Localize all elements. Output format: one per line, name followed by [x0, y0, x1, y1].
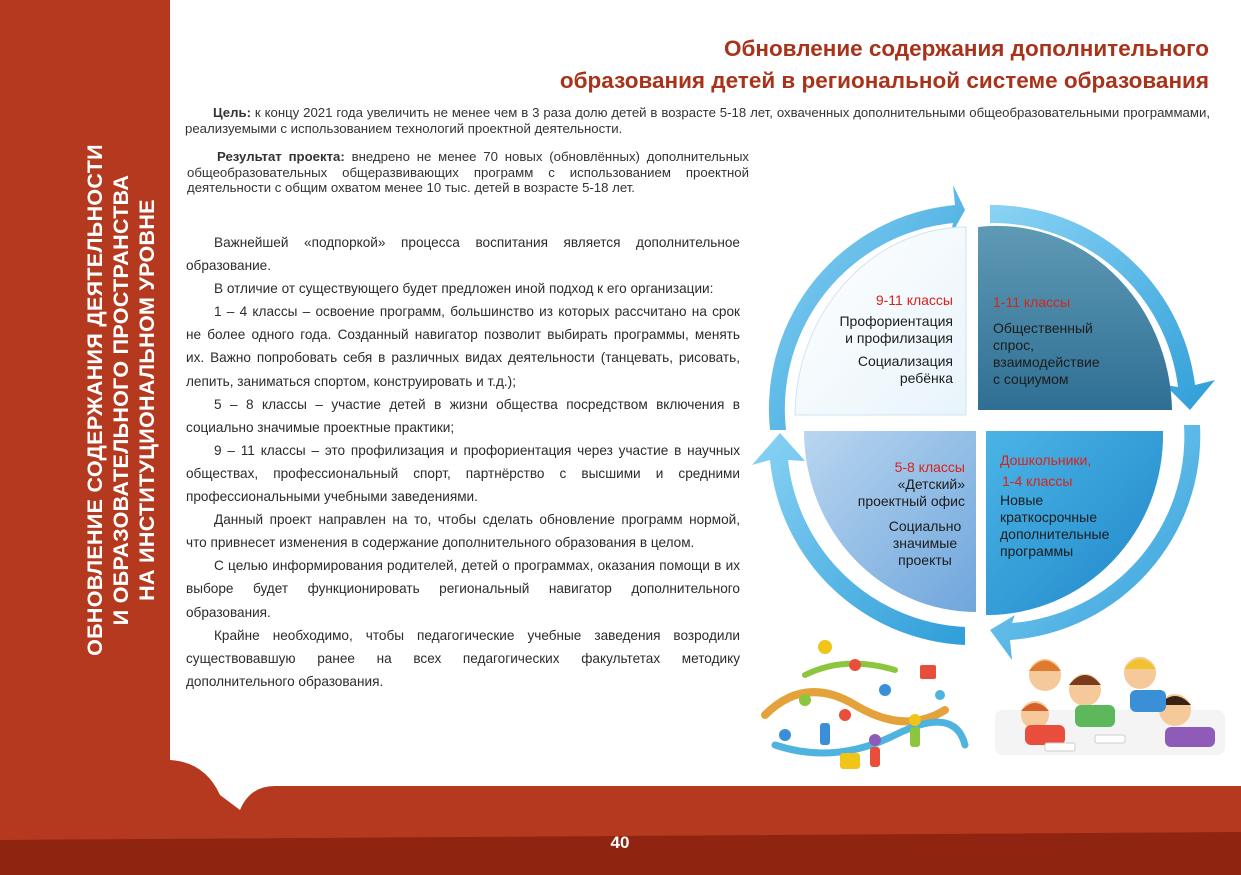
- sidebar-title-line: ОБНОВЛЕНИЕ СОДЕРЖАНИЯ ДЕЯТЕЛЬНОСТИ: [83, 144, 107, 656]
- result-label: Результат проекта:: [217, 149, 345, 164]
- sidebar-title: [82, 110, 162, 690]
- decorative-illustrations: [745, 635, 1235, 775]
- sidebar-title-line: И ОБРАЗОВАТЕЛЬНОГО ПРОСТРАНСТВА: [109, 174, 133, 626]
- quadrant-line: значимые: [892, 535, 958, 551]
- cycle-diagram: [750, 175, 1225, 670]
- title-line: образования детей в региональной системе образования: [559, 68, 1209, 93]
- body-text: [186, 231, 740, 693]
- quadrant-grade: 5-8 классы: [894, 459, 965, 475]
- quadrant-line: программы: [1000, 543, 1074, 559]
- quadrant-top-left-text: [810, 292, 953, 387]
- body-paragraph: 5 – 8 классы – участие детей в жизни общества посредством включения в социально значимые проектные практики;: [186, 396, 740, 435]
- quadrant-line: «Детский»: [897, 476, 965, 492]
- quadrant-line: и профилизация: [845, 330, 953, 346]
- quadrant-grade: 9-11 классы: [875, 292, 953, 308]
- quadrant-line: дополнительные: [1000, 526, 1110, 542]
- quadrant-line: Новые: [1000, 492, 1044, 508]
- goal-paragraph: [185, 105, 1210, 137]
- sidebar-title-line: НА ИНСТИТУЦИОНАЛЬНОМ УРОВНЕ: [135, 199, 159, 601]
- children-drawing-illustration: [995, 657, 1225, 755]
- quadrant-grade: 1-4 классы: [1002, 473, 1073, 489]
- body-paragraph: Крайне необходимо, чтобы педагогические учебные заведения возродили существовавшую ранее на всех педагогических факультетах методику дополнительного образования.: [186, 627, 740, 689]
- quadrant-line: краткосрочные: [1000, 509, 1098, 525]
- goal-text: к концу 2021 года увеличить не менее чем в 3 раза долю детей в возрасте 5-18 лет, охваченных дополнительными общеобразовательными программами, реализуемыми с использованием технологий проектной деятельности.: [185, 105, 1210, 136]
- body-paragraph: Важнейшей «подпоркой» процесса воспитания является дополнительное образование.: [186, 235, 740, 274]
- quadrant-line: проекты: [898, 552, 952, 568]
- quadrant-line: ребёнка: [899, 370, 953, 386]
- quadrant-bottom-right-text: [1000, 452, 1150, 560]
- cycle-graphic: [750, 175, 1225, 670]
- body-paragraph: Данный проект направлен на то, чтобы сделать обновление программ нормой, что привнесет изменения в содержание дополнительного образования в целом.: [186, 512, 740, 551]
- quadrant-top-right-text: [993, 294, 1143, 388]
- result-paragraph: [187, 149, 749, 196]
- people-network-illustration: [765, 640, 965, 769]
- quadrant-grade: 1-11 классы: [993, 294, 1071, 310]
- quadrant-line: взаимодействие: [993, 354, 1100, 370]
- body-paragraph: С целью информирования родителей, детей о программах, оказания помощи в их выборе будет функционировать региональный навигатор дополнительного образования.: [186, 558, 740, 620]
- quadrant-line: Социально: [888, 518, 962, 534]
- page-number: 40: [610, 833, 630, 852]
- page-title: [409, 33, 1209, 97]
- quadrant-line: спрос,: [993, 337, 1035, 353]
- body-paragraph: 1 – 4 классы – освоение программ, большинство из которых рассчитано на срок не более одного года. Созданный навигатор позволит выбирать программы, менять их. Важно попробовать себя в различных видах деятельности (танцевать, рисовать, лепить, заниматься спортом, конструировать и т.д.);: [186, 304, 740, 389]
- quadrant-line: Профориентация: [839, 313, 953, 329]
- quadrant-line: проектный офис: [857, 493, 965, 509]
- quadrant-grade: Дошкольники,: [1000, 452, 1092, 468]
- quadrant-line: Социализация: [857, 353, 953, 369]
- quadrant-bottom-left-text: [825, 459, 965, 569]
- body-paragraph: 9 – 11 классы – это профилизация и профориентация через участие в научных обществах, профессиональный спорт, партнёрство с высшими и средними профессиональными учебными заведениями.: [186, 442, 740, 505]
- goal-label: Цель:: [213, 105, 252, 120]
- result-text: внедрено не менее 70 новых (обновлённых) дополнительных общеобразовательных общеразвивающих программ с использованием проектной деятельности с общим охватом менее 10 тыс. детей в возрасте 5-18 лет.: [187, 149, 750, 195]
- title-line: Обновление содержания дополнительного: [723, 36, 1209, 61]
- quadrant-line: Общественный: [993, 320, 1093, 336]
- body-paragraph: В отличие от существующего будет предложен иной подход к его организации:: [214, 281, 714, 297]
- quadrant-line: с социумом: [993, 371, 1069, 387]
